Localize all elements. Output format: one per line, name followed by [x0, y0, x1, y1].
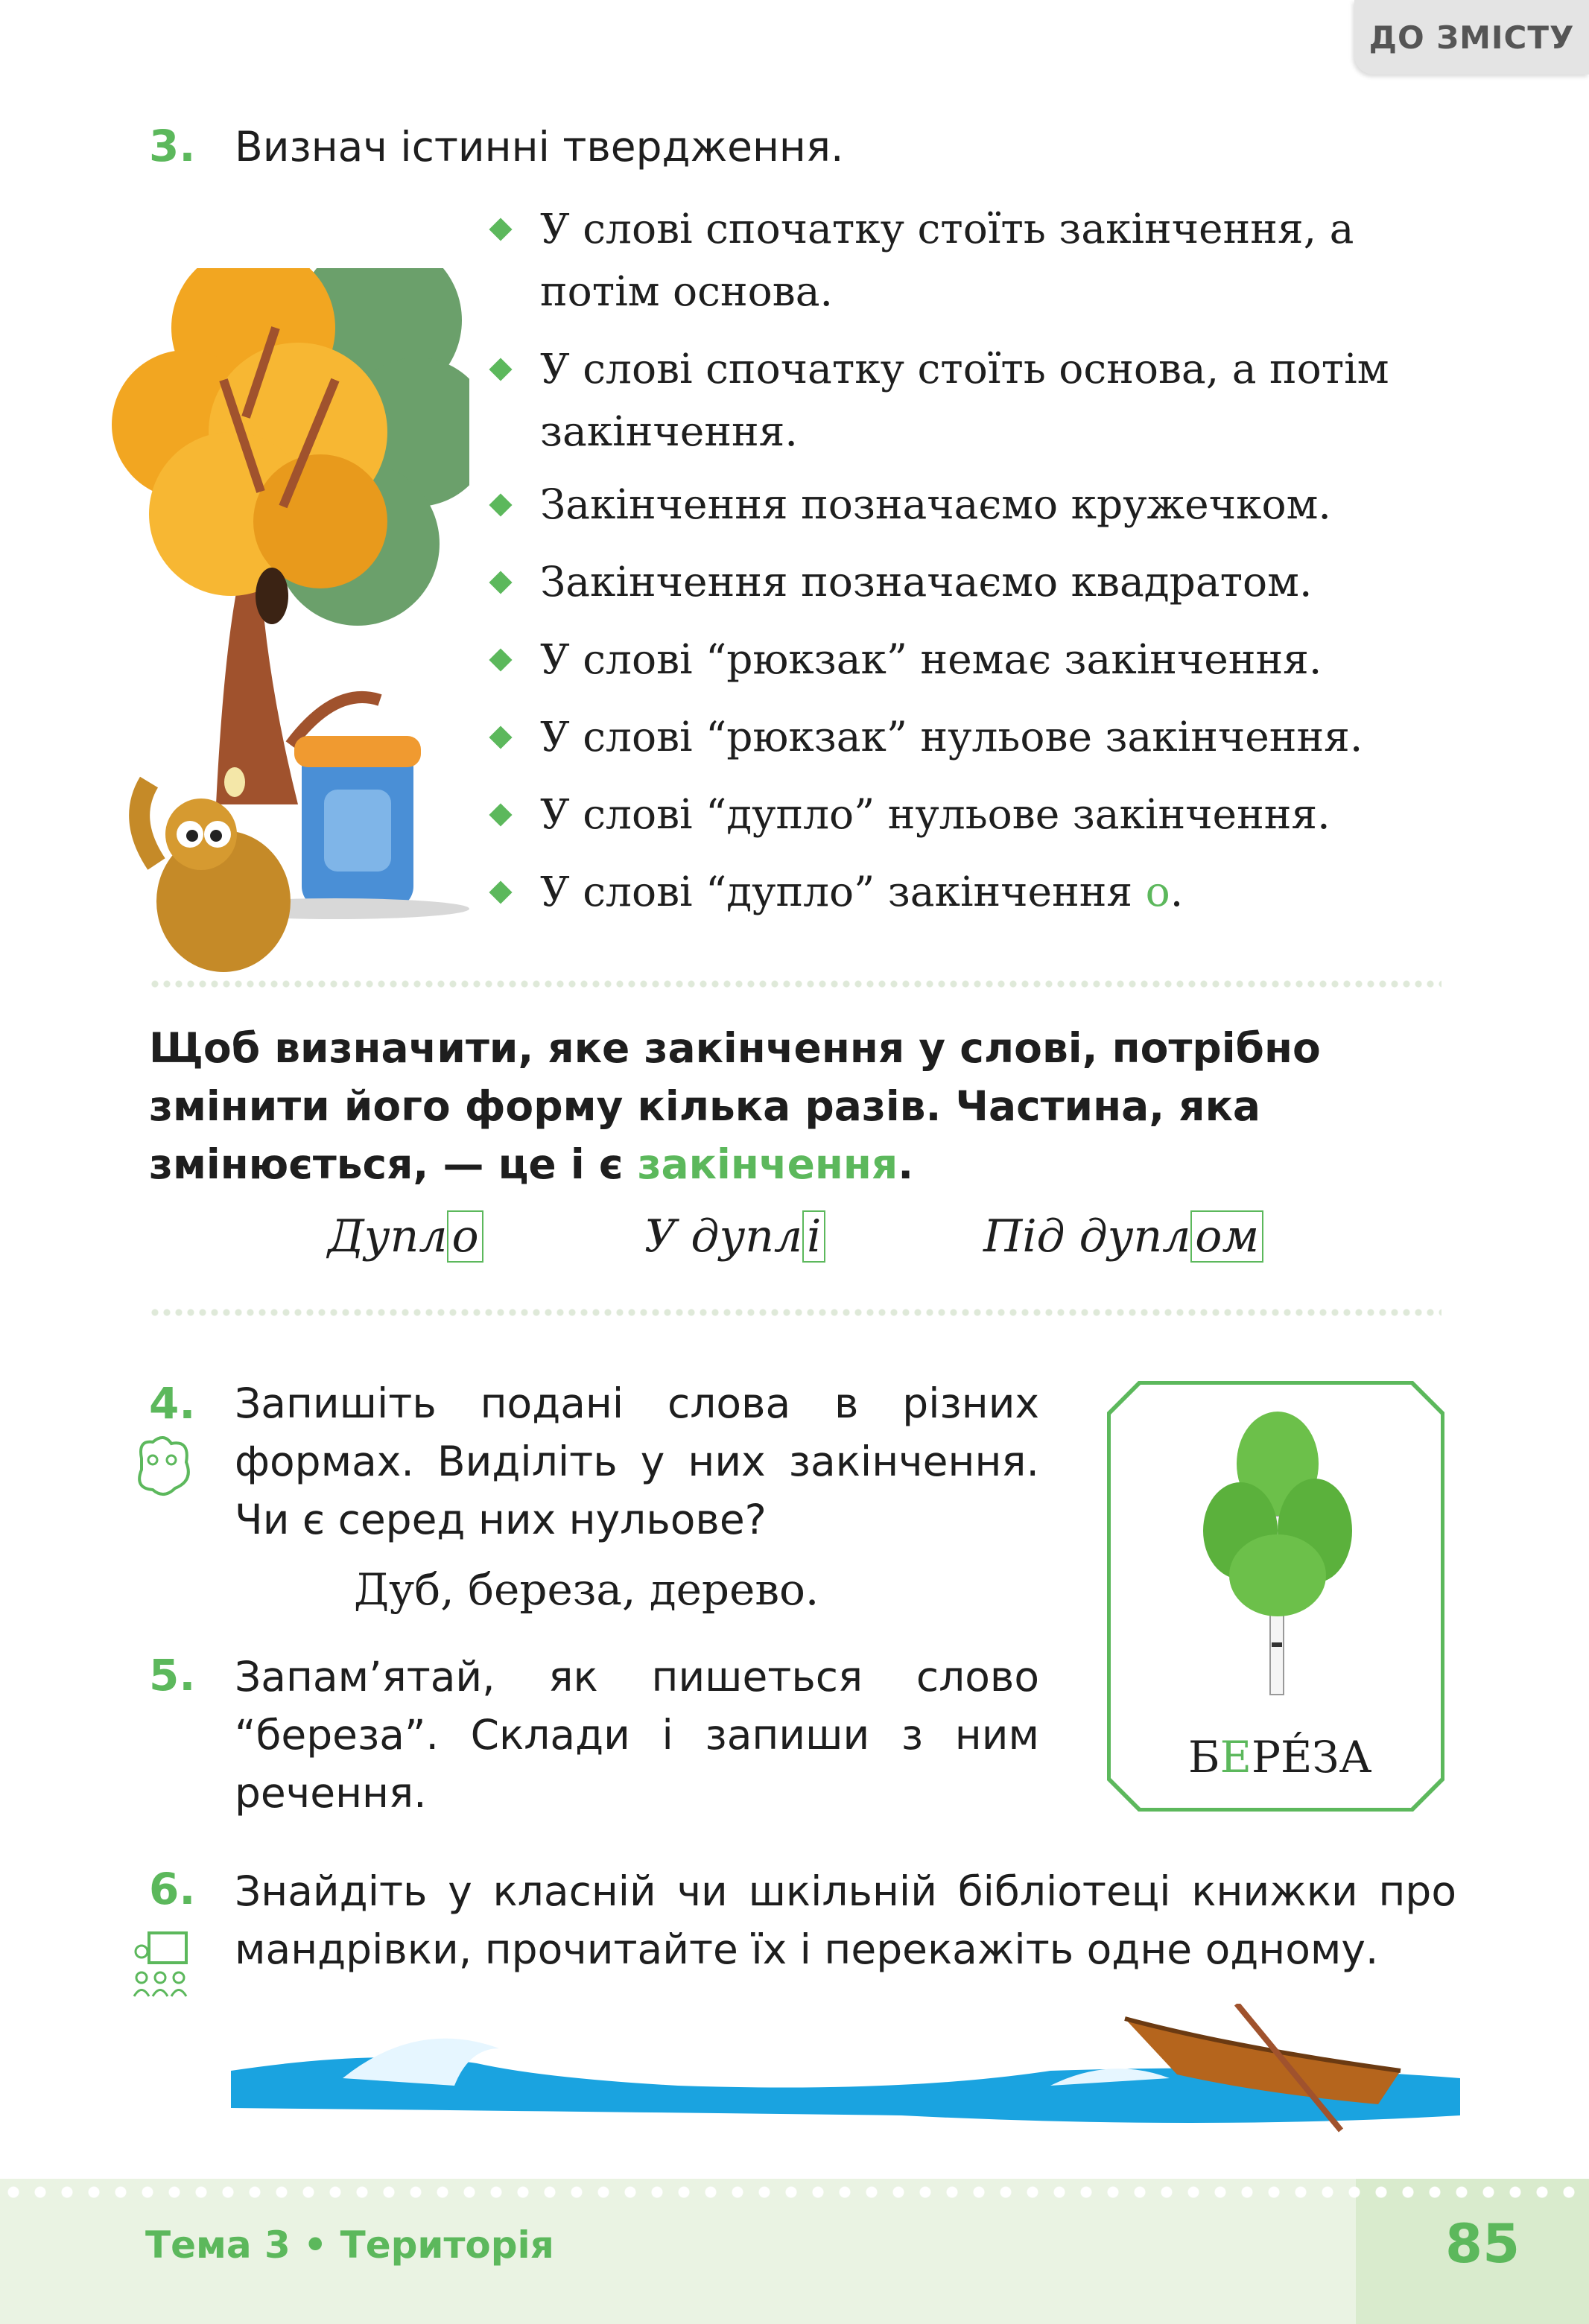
task3-number: 3. — [149, 121, 196, 171]
statement-text: У слові “дупло” закінчення — [540, 868, 1146, 915]
statement-item[interactable] — [488, 705, 1456, 768]
divider — [149, 1307, 1441, 1318]
ending-box: і — [802, 1210, 825, 1263]
task3-title: Визнач істинні твердження. — [235, 123, 844, 171]
statement-ending-letter: о — [1145, 868, 1170, 915]
wave-boat-illustration — [231, 2004, 1460, 2153]
diamond-bullet-icon — [489, 358, 512, 381]
footer-topic: Тема 3 • Територія — [145, 2223, 554, 2267]
rule-body: Щоб визначити, яке закінчення у слові, потрібно змінити його форму кілька разів. Частина, яка змінюється, — це і є — [149, 1024, 1321, 1188]
task5-text: Запам’ятай, як пишеться слово “береза”. Склади і запиши з ним речення. — [235, 1653, 1039, 1817]
task6-number: 6. — [149, 1864, 196, 1914]
example-word — [983, 1210, 1263, 1263]
diamond-bullet-icon — [489, 493, 512, 516]
class-presentation-icon — [130, 1925, 201, 2000]
card-word-start: Б — [1188, 1732, 1220, 1782]
diamond-bullet-icon — [489, 726, 512, 749]
statements-list — [488, 197, 1456, 938]
statement-text: У слові “рюкзак” нульове закінчення. — [540, 713, 1363, 761]
statement-item[interactable] — [488, 197, 1456, 323]
example-word — [328, 1210, 483, 1263]
statement-text: У слові спочатку стоїть закінчення, а потім основа. — [540, 205, 1354, 315]
task4-number: 4. — [149, 1378, 196, 1429]
card-word-end: РÉЗА — [1251, 1732, 1372, 1782]
statement-text: У слові “рюкзак” немає закінчення. — [540, 635, 1322, 683]
ending-box: ом — [1190, 1210, 1263, 1263]
birch-card-word — [1188, 1732, 1371, 1782]
diamond-bullet-icon — [489, 803, 512, 826]
diamond-bullet-icon — [489, 648, 512, 671]
divider — [149, 979, 1441, 989]
task4-words: Дуб, береза, дерево. — [354, 1564, 819, 1615]
toc-link[interactable] — [1354, 0, 1589, 74]
page-number: 85 — [1445, 2212, 1520, 2275]
statement-text: Закінчення позначаємо кружечком. — [540, 480, 1331, 528]
example-stem: Під дупл — [983, 1210, 1191, 1263]
rule-highlight: закінчення — [637, 1140, 898, 1188]
rule-end: . — [898, 1140, 914, 1188]
diamond-bullet-icon — [489, 880, 512, 904]
statement-item[interactable] — [488, 628, 1456, 690]
statement-item[interactable] — [488, 860, 1456, 923]
rule-text — [149, 1019, 1453, 1193]
statement-item[interactable] — [488, 550, 1456, 613]
example-stem: Дупл — [328, 1210, 448, 1263]
example-word — [644, 1210, 825, 1263]
task5-number: 5. — [149, 1650, 196, 1701]
statement-item[interactable] — [488, 473, 1456, 536]
statement-item[interactable] — [488, 783, 1456, 845]
statement-text: У слові “дупло” нульове закінчення. — [540, 790, 1330, 838]
task6-text: Знайдіть у класній чи шкільній бібліотеці книжки про мандрівки, прочитайте їх і перекажіть одне одному. — [235, 1867, 1456, 1973]
statement-text: У слові спочатку стоїть основа, а потім закінчення. — [540, 345, 1389, 455]
statement-text: Закінчення позначаємо квадратом. — [540, 558, 1313, 606]
footer-ornament — [0, 2182, 1589, 2202]
diamond-bullet-icon — [489, 218, 512, 241]
birch-tree-icon — [1196, 1404, 1356, 1702]
card-word-highlight: Е — [1219, 1732, 1252, 1782]
statement-item[interactable] — [488, 337, 1456, 463]
tree-owl-illustration — [112, 268, 469, 998]
toc-label: ДО ЗМІСТУ — [1368, 19, 1575, 56]
pair-work-icon — [130, 1429, 197, 1503]
statement-end-punct: . — [1170, 868, 1184, 915]
example-stem: У дупл — [644, 1210, 803, 1263]
diamond-bullet-icon — [489, 571, 512, 594]
task4-text: Запишіть подані слова в різних формах. Виділіть у них закінчення. Чи є серед них нульове? — [235, 1380, 1039, 1543]
ending-box: о — [447, 1210, 483, 1263]
